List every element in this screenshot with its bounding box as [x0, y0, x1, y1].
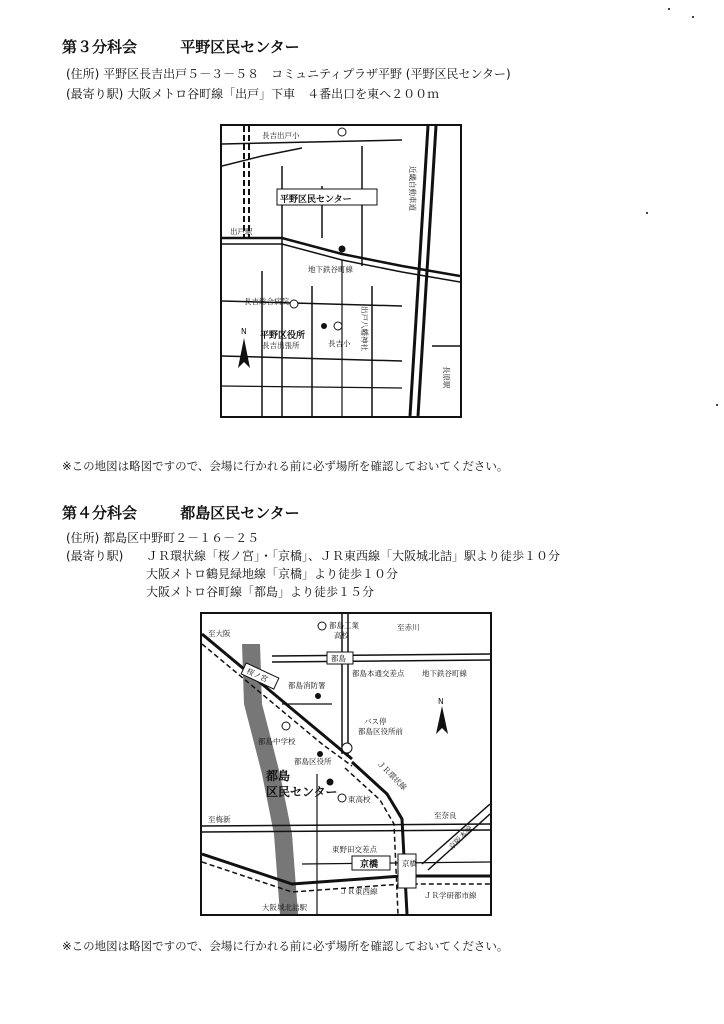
section4-station-line-2: 大阪メトロ鶴見緑地線「京橋」より徒歩１０分 [146, 567, 399, 581]
road [272, 654, 490, 656]
osakajo-kitazume-label: 大阪城北詰駅 [262, 903, 307, 912]
north-label: N [241, 327, 247, 336]
section3-heading [62, 36, 300, 57]
scan-speck [716, 404, 718, 406]
keihan-line-label: 京阪本線 [447, 823, 475, 852]
section3-place: 平野区民センター [180, 38, 300, 56]
ward-office-label: 都島区役所 [294, 757, 332, 766]
fire-station-label: 都島消防署 [288, 681, 326, 690]
subway-line-label: 地下鉄谷町線 [308, 265, 353, 274]
section4-title: 第４分科会 [62, 504, 138, 522]
section4-note: ※この地図は略図ですので、会場に行かれる前に必ず場所を確認しておいてください。 [62, 939, 509, 953]
higashi-hs-icon [338, 794, 346, 802]
section3-map [220, 124, 462, 418]
section4-station-line-1: ＪＲ環状線「桜ノ宮」・「京橋」、ＪＲ東西線「大阪城北詰」駅より徒歩１０分 [146, 549, 561, 563]
north-label: N [438, 697, 444, 706]
branch-office-label: 長吉出張所 [262, 341, 300, 350]
jhs-label: 都島中学校 [258, 737, 296, 746]
school-south-icon [334, 322, 342, 330]
sakuranomiya-label: 桜ノ宮 [245, 666, 270, 685]
north-arrow-icon [238, 338, 250, 368]
scan-speck [668, 8, 670, 10]
ward-office-icon [317, 751, 323, 757]
jr-loop-label: ＪＲ環状線 [375, 759, 409, 792]
higashi-hs-label: 東高校 [348, 795, 371, 804]
section4-map [200, 612, 492, 916]
scan-speck [646, 212, 648, 214]
miyakojima-stn-label: 都島 [331, 654, 346, 663]
bus-stop-label-2: 都島区役所前 [358, 727, 403, 736]
kyobashi-label-1: 京橋 [360, 860, 379, 870]
jr-tozai-label: ＪＲ東西線 [340, 887, 378, 896]
road [202, 824, 490, 826]
jr-gakken-label: ＪＲ学研都市線 [424, 891, 477, 900]
school-south-label: 長吉小 [328, 339, 351, 348]
school-icon [318, 622, 326, 630]
section4-station-line-3: 大阪メトロ谷町線「都島」より徒歩１５分 [146, 585, 375, 599]
to-osaka-label: 至大阪 [208, 629, 231, 638]
north-arrow-icon [436, 706, 448, 734]
center-name-label-2: 区民センター [266, 785, 338, 799]
station-nagahara-label: 長原駅 [442, 366, 451, 389]
center-name-label: 平野区民センター [280, 195, 352, 205]
section3-note: ※この地図は略図ですので、会場に行かれる前に必ず場所を確認しておいてください。 [62, 459, 509, 473]
section4-map-drawing [202, 614, 490, 914]
school-kogyo-label-2: 高校 [334, 631, 349, 640]
road [222, 148, 302, 166]
scan-speck [692, 16, 694, 18]
bus-stop-label: バス停 [364, 717, 387, 726]
kyobashi-label-2: 京橋 [402, 859, 417, 868]
station-deto-label: 出戸駅 [230, 227, 253, 236]
to-nara-label: 至奈良 [434, 811, 457, 820]
section3-address: (住所) 平野区長吉出戸５－３－５８ コミュニティプラザ平野 (平野区民センター) [66, 67, 511, 81]
jr-tozai-line [202, 854, 490, 884]
section4-place: 都島区民センター [180, 504, 300, 522]
ward-office-marker-icon [321, 323, 327, 329]
section3-station: (最寄り駅) 大阪メトロ谷町線「出戸」下車 ４番出口を東へ２００ｍ [66, 87, 440, 101]
section4-heading [62, 502, 300, 523]
subway-line-label: 地下鉄谷町線 [422, 669, 467, 678]
section3-title: 第３分科会 [62, 38, 138, 56]
intersection-label: 都島本通交差点 [352, 669, 405, 678]
road [272, 660, 490, 662]
higashinoda-label: 東野田交差点 [332, 845, 377, 854]
center-marker-icon [339, 246, 346, 253]
center-name-label: 都島 [266, 769, 291, 783]
road [202, 830, 490, 832]
railway-label: 近畿自動車道 [408, 166, 417, 211]
to-akagawa-label: 至赤川 [397, 623, 420, 632]
section4-address: (住所) 都島区中野町２－１６－２５ [66, 531, 260, 545]
hospital-label: 長吉総合病院 [244, 297, 289, 306]
center-marker-icon [327, 779, 334, 786]
school-kogyo-label: 都島工業 [329, 621, 359, 630]
to-umeda-label: 至梅新 [208, 815, 231, 824]
bus-stop-icon [342, 743, 352, 753]
fire-station-icon [315, 693, 321, 699]
hospital-icon [290, 300, 298, 308]
school-icon [338, 128, 346, 136]
school-north-label: 長吉出戸小 [262, 131, 300, 140]
shrine-label: 出戸八幡神社 [360, 306, 369, 351]
jhs-icon [282, 722, 290, 730]
section3-map-drawing [222, 126, 460, 416]
ward-office-label: 平野区役所 [260, 331, 306, 341]
section4-station-label: (最寄り駅) [66, 549, 124, 563]
